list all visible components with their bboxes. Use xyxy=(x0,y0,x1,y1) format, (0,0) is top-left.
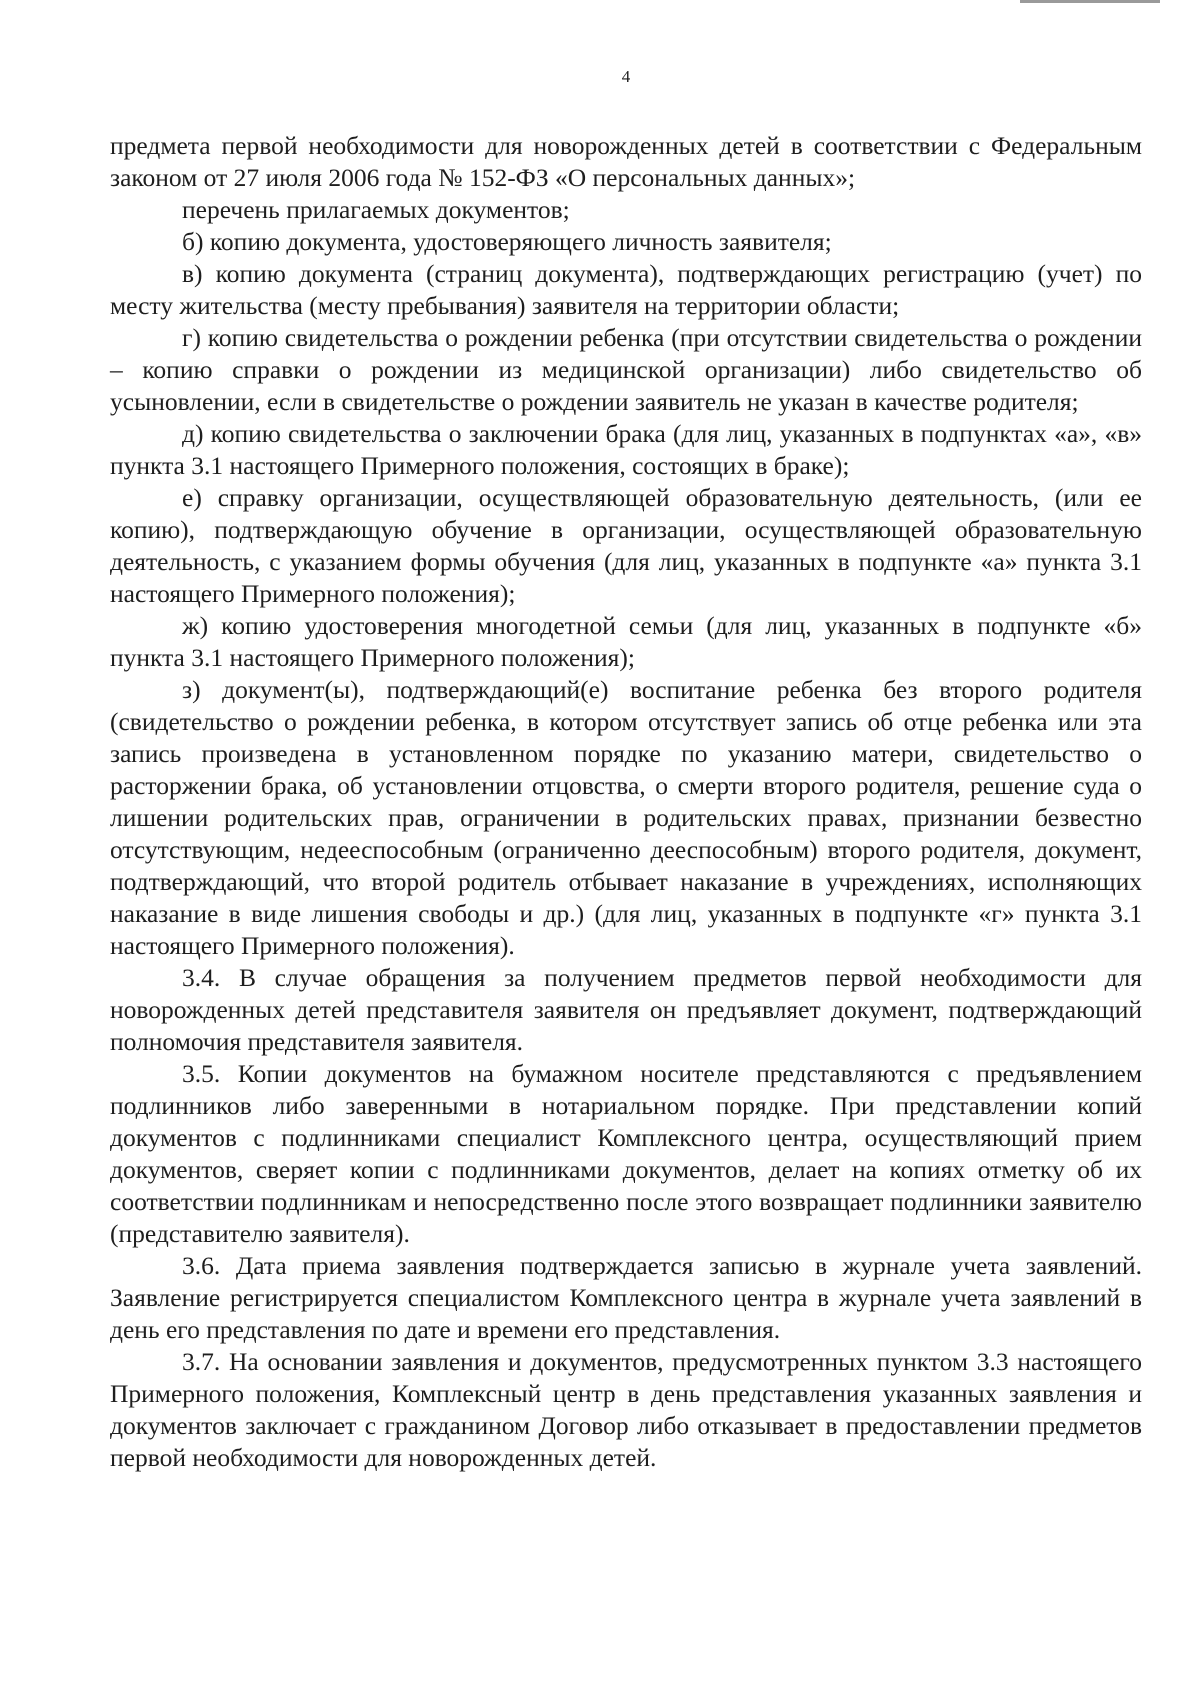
paragraph-item-g: г) копию свидетельства о рождении ребенка (при отсутствии свидетельства о рождении – копию справки о рождении из медицинской организации) либо свидетельство об усыновлении, если в свидетельстве о рождении заявитель не указан в качестве родителя; xyxy=(110,323,1142,416)
paragraph-item-zh: ж) копию удостоверения многодетной семьи (для лиц, указанных в подпункте «б» пункта 3.1 настоящего Примерного положения); xyxy=(110,611,1142,672)
paragraph-3-5: 3.5. Копии документов на бумажном носителе представляются с предъявлением подлинников либо заверенными в нотариальном порядке. При представлении копий документов с подлинниками специалист Комплексного центра, осуществляющий прием документов, сверяет копии с подлинниками документов, делает на копиях отметку об их соответствии подлинникам и непосредственно после этого возвращает подлинники заявителю (представителю заявителя). xyxy=(110,1059,1142,1248)
paragraph-item-v: в) копию документа (страниц документа), подтверждающих регистрацию (учет) по месту жительства (месту пребывания) заявителя на территории области; xyxy=(110,259,1142,320)
paragraph-documents-list: перечень прилагаемых документов; xyxy=(182,195,570,224)
paragraph-3-6: 3.6. Дата приема заявления подтверждается записью в журнале учета заявлений. Заявление регистрируется специалистом Комплексного центра в журнале учета заявлений в день его представления по дате и времени его представления. xyxy=(110,1251,1142,1344)
paragraph-item-d: д) копию свидетельства о заключении брака (для лиц, указанных в подпунктах «а», «в» пункта 3.1 настоящего Примерного положения, состоящих в браке); xyxy=(110,419,1142,480)
paragraph-item-e: е) справку организации, осуществляющей образовательную деятельность, (или ее копию), подтверждающую обучение в организации, осуществляющей образовательную деятельность, с указанием формы обучения (для лиц, указанных в подпункте «а» пункта 3.1 настоящего Примерного положения); xyxy=(110,483,1142,608)
paragraph-consent-continuation: предмета первой необходимости для новорожденных детей в соответствии с Федеральным законом от 27 июля 2006 года № 152-ФЗ «О персональных данных»; xyxy=(110,131,1142,192)
paragraph-item-z: з) документ(ы), подтверждающий(е) воспитание ребенка без второго родителя (свидетельство о рождении ребенка, в котором отсутствует запись об отце ребенка или эта запись произведена в установленном порядке по указанию матери, свидетельство о расторжении брака, об установлении отцовства, о смерти второго родителя, решение суда о лишении родительских прав, ограничении в родительских правах, признании безвестно отсутствующим, недееспособным (ограниченно дееспособным) второго родителя, документ, подтверждающий, что второй родитель отбывает наказание в учреждениях, исполняющих наказание в виде лишения свободы и др.) (для лиц, указанных в подпункте «г» пункта 3.1 настоящего Примерного положения). xyxy=(110,675,1142,960)
document-page xyxy=(110,66,1142,1474)
paragraph-3-7: 3.7. На основании заявления и документов, предусмотренных пунктом 3.3 настоящего Примерного положения, Комплексный центр в день представления указанных заявления и документов заключает с гражданином Договор либо отказывает в предоставлении предметов первой необходимости для новорожденных детей. xyxy=(110,1347,1142,1472)
paragraph-3-4: 3.4. В случае обращения за получением предметов первой необходимости для новорожденных детей представителя заявителя он предъявляет документ, подтверждающий полномочия представителя заявителя. xyxy=(110,963,1142,1056)
paragraph-item-b: б) копию документа, удостоверяющего личность заявителя; xyxy=(182,227,832,256)
page-number: 4 xyxy=(621,67,631,86)
scan-edge-mark xyxy=(1020,0,1160,3)
